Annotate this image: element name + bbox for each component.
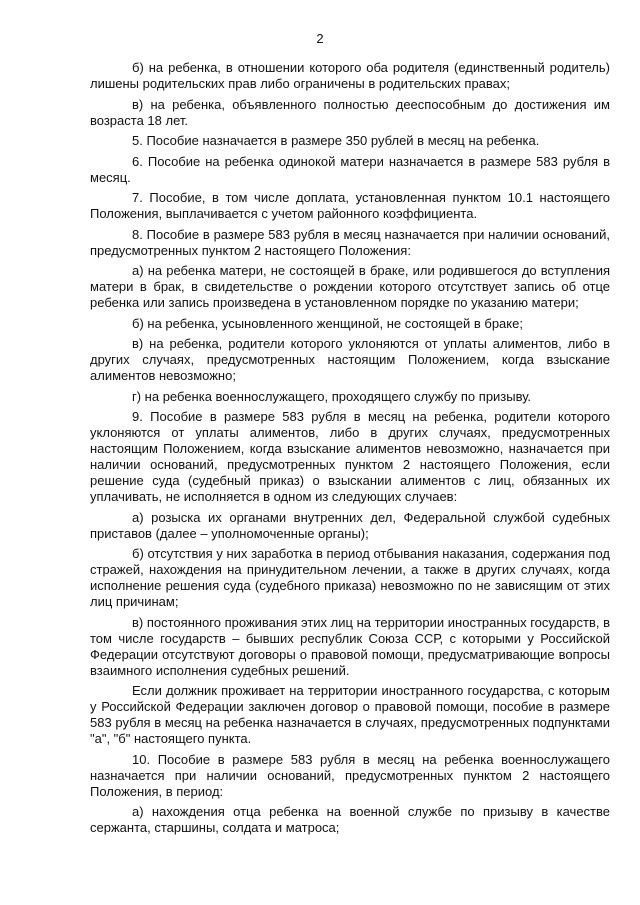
paragraph: б) отсутствия у них заработка в период отбывания наказания, содержания под стражей, нахождения на принудительном лечении, а также в других случаях, когда исполнение решения суда (судебного приказа) невозможно по не зависящим от этих лиц причинам; xyxy=(90,546,610,609)
paragraph: 8. Пособие в размере 583 рубля в месяц назначается при наличии оснований, предусмотренных пунктом 2 настоящего Положения: xyxy=(90,226,610,258)
paragraph: Если должник проживает на территории иностранного государства, с которым у Российской Федерации заключен договор о правовой помощи, пособие в размере 583 рубля в месяц на ребенка назначается в случаях, предусмотренных подпунктами "а", "б" настоящего пункта. xyxy=(90,683,610,746)
paragraph: 9. Пособие в размере 583 рубля в месяц на ребенка, родители которого уклоняются от уплаты алиментов, либо в других случаях, предусмотренных настоящим Положением, когда взыскание алиментов невозможно, назначается при наличии оснований, предусмотренных пунктом 2 настоящего Положения, если решение суда (судебный приказ) о взыскании алиментов с лиц, обязанных их уплачивать, не исполняется в одном из следующих случаев: xyxy=(90,409,610,504)
paragraph: 7. Пособие, в том числе доплата, установленная пунктом 10.1 настоящего Положения, выплачивается с учетом районного коэффициента. xyxy=(90,190,610,221)
document-body xyxy=(90,60,610,836)
paragraph: а) нахождения отца ребенка на военной службе по призыву в качестве сержанта, старшины, солдата и матроса; xyxy=(90,804,610,835)
page-number: 2 xyxy=(316,31,324,46)
paragraph: 6. Пособие на ребенка одинокой матери назначается в размере 583 рубля в месяц. xyxy=(90,153,610,185)
paragraph: 5. Пособие назначается в размере 350 рублей в месяц на ребенка. xyxy=(132,133,540,148)
paragraph: в) на ребенка, родители которого уклоняются от уплаты алиментов, либо в других случаях, предусмотренных настоящим Положением, когда взыскание алиментов невозможно; xyxy=(90,336,610,383)
paragraph: б) на ребенка, в отношении которого оба родителя (единственный родитель) лишены родительских прав либо ограничены в родительских правах; xyxy=(90,60,610,91)
paragraph: г) на ребенка военнослужащего, проходящего службу по призыву. xyxy=(132,388,532,404)
paragraph: б) на ребенка, усыновленного женщиной, не состоящей в браке; xyxy=(132,315,523,331)
paragraph: в) на ребенка, объявленного полностью дееспособным до достижения им возраста 18 лет. xyxy=(90,96,610,128)
paragraph: 10. Пособие в размере 583 рубля в месяц на ребенка военнослужащего назначается при наличии оснований, предусмотренных пунктом 2 настоящего Положения, в период: xyxy=(90,751,610,799)
paragraph: а) на ребенка матери, не состоящей в браке, или родившегося до вступления матери в брак, в свидетельстве о рождении которого отсутствует запись об отце ребенка или запись произведена в установленном порядке по указанию матери; xyxy=(90,263,610,310)
paragraph: в) постоянного проживания этих лиц на территории иностранных государств, в том числе государств – бывших республик Союза ССР, с которыми у Российской Федерации отсутствуют договоры о правовой помощи, предусматривающие вопросы взаимного исполнения судебных решений. xyxy=(90,614,610,678)
paragraph: а) розыска их органами внутренних дел, Федеральной службой судебных приставов (далее – уполномоченные органы); xyxy=(90,509,610,541)
